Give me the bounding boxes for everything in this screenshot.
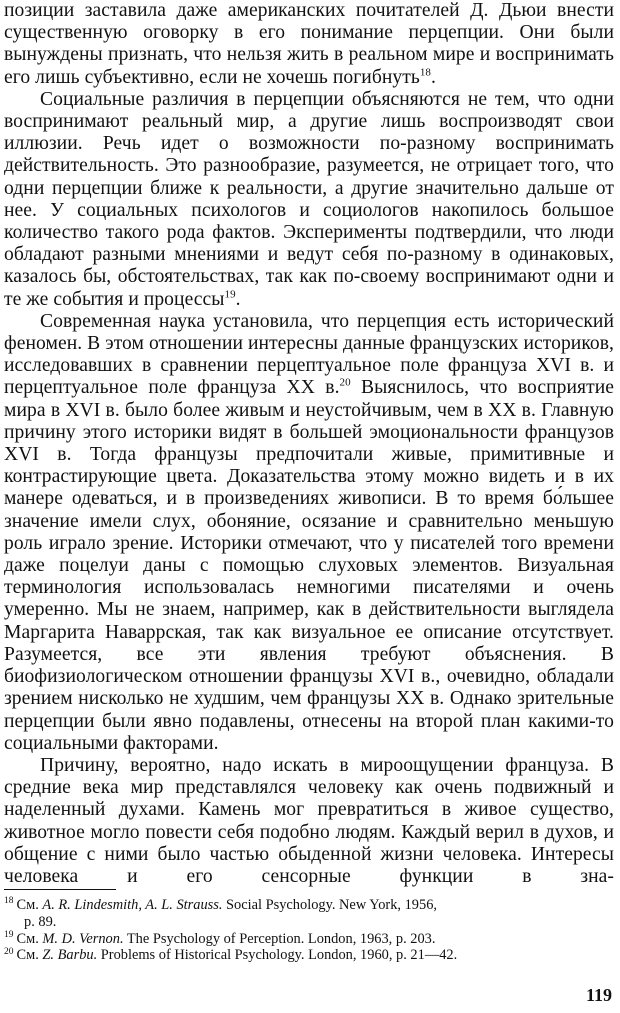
footnote-source: Problems of Historical Psychology. London, 1960, p. 21—42.	[97, 947, 458, 964]
footnote-18-continued: p. 89.	[24, 913, 57, 930]
footnote-prefix: См.	[16, 930, 43, 947]
main-text	[4, 0, 614, 888]
paragraph-2-text: Социальные различия в перцепции объясняются не тем, что одни воспринимают реальный мир, а другие лишь воспроизводят свои иллюзии. Речь идет о возможности по-разному воспринимать действительность. Это разнообразие, разумеется, не отрицает того, что одни перцепции ближе к реальности, а другие значительно дальше от нее. У социальных психологов и социологов накопилось большое количество такого рода фактов. Эксперименты подтвердили, что люди обладают разными мнениями и ведут себя по-разному в одинаковых, казалось бы, обстоятельствах, так как по-своему воспринимают одни и те же события и процессы	[4, 88, 614, 310]
paragraph-4	[4, 755, 614, 888]
footnote-divider	[4, 889, 116, 890]
footnote-ref-18: 18	[419, 66, 431, 79]
footnote-prefix: См.	[16, 947, 43, 964]
paragraph-3-text: Современная наука установила, что перцепция есть исторический феномен. В этом отношении интересны данные французских историков, исследовавших в сравнении перцептуальное поле француза XVI в. и перцептуальное поле француза XX в.	[4, 310, 614, 399]
paragraph-1-end: .	[430, 66, 436, 88]
footnote-ref-20: 20	[339, 376, 351, 389]
footnote-number: 20	[4, 946, 14, 957]
paragraph-4-text: Причину, вероятно, надо искать в мироощущении француза. В средние века мир представлялся человеку как очень подвижный и наделенный духами. Камень мог превратиться в живое существо, животное могло повести себя подобно людям. Каждый верил в духов, и общение с ними было частью обыденной жизни человека. Интересы человека и его сенсорные функции в зна-	[4, 754, 614, 887]
footnotes	[4, 897, 614, 964]
footnote-number: 19	[4, 929, 14, 940]
paragraph-3	[4, 311, 614, 755]
footnote-author: A. R. Lindesmith, A. L. Strauss.	[42, 897, 223, 913]
paragraph-2-end: .	[235, 288, 241, 310]
paragraph-1	[4, 0, 614, 89]
footnote-ref-19: 19	[224, 288, 236, 301]
paragraph-1-text: позиции заставила даже американских почитателей Д. Дьюи внести существенную оговорку в его понимание перцепции. Они были вынуждены признать, что нельзя жить в реальном мире и воспринимать его лишь субъективно, если не хочешь погибнуть	[4, 0, 614, 88]
footnote-source: The Psychology of Perception. London, 1963, p. 203.	[123, 930, 436, 947]
footnote-number: 18	[4, 896, 14, 907]
footnote-author: M. D. Vernon.	[42, 930, 124, 947]
paragraph-2	[4, 89, 614, 311]
paragraph-3-end: Выяснилось, что восприятие мира в XVI в. было более живым и неустойчивым, чем в XX в. Главную причину этого историки видят в большей эмоциональности французов XVI в. Тогда французы предпочитали живые, примитивные и контрастирующие цвета. Доказательства этому можно видеть и в их манере одеваться, и в произведениях живописи. В то время бо́льшее значение имели слух, обоняние, осязание и сравнительно меньшую роль играло зрение. Историки отмечают, что у писателей того времени даже поцелуи даны с помощью слуховых элементов. Визуальная терминология использовалась немногими писателями и очень умеренно. Мы не знаем, например, как в действительности выглядела Маргарита Наваррская, так как визуальное ее описание отсутствует. Разумеется, все эти явления требуют объяснения. В биофизиологическом отношении французы XVI в., очевидно, обладали зрением нисколько не худшим, чем французы XX в. Однако зрительные перцепции были явно подавлены, отнесены на второй план какими-то социальными факторами.	[4, 377, 614, 754]
footnote-18	[4, 897, 614, 914]
footnote-prefix: См.	[16, 897, 43, 913]
footnote-author: Z. Barbu.	[42, 947, 98, 964]
footnote-20	[4, 947, 614, 964]
footnote-19	[4, 931, 614, 948]
page-number: 119	[585, 985, 612, 1005]
footnote-source: Social Psychology. New York, 1956,	[222, 897, 437, 913]
